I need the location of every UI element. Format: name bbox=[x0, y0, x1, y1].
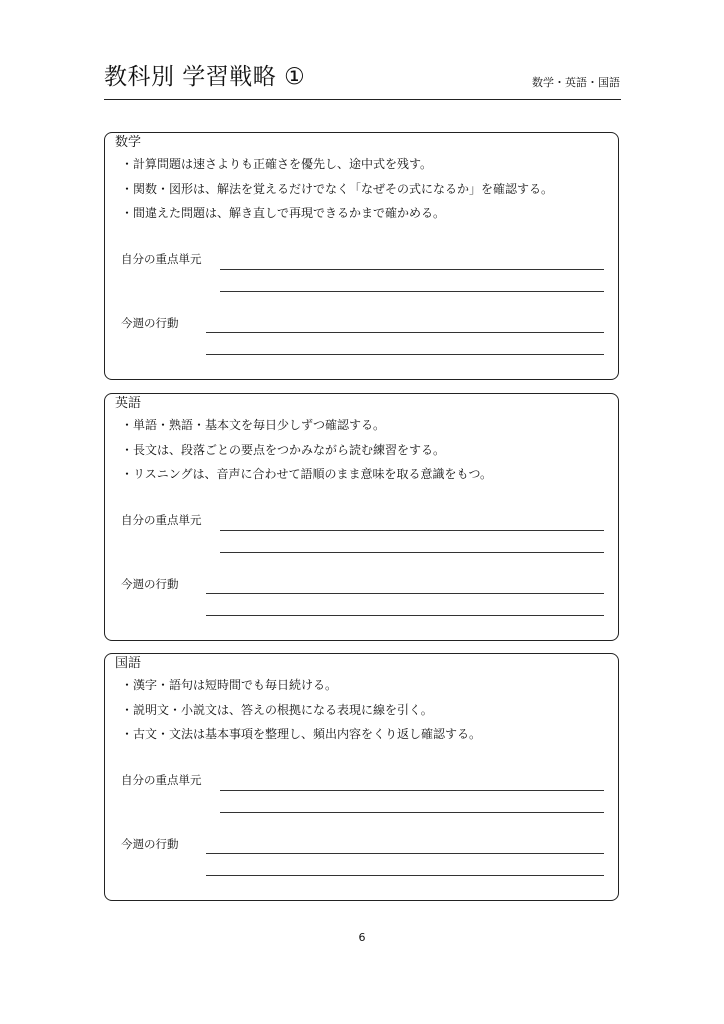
weekly-action-line[interactable] bbox=[206, 615, 604, 616]
english-section bbox=[104, 393, 619, 641]
page-title: 教科別 学習戦略 ① bbox=[104, 64, 306, 90]
weekly-action-label: 今週の行動 bbox=[121, 837, 179, 851]
strategy-list bbox=[121, 418, 492, 492]
focus-units-label: 自分の重点単元 bbox=[121, 513, 202, 527]
page-number: 6 bbox=[358, 931, 366, 944]
japanese-section bbox=[104, 653, 619, 901]
section-heading: 国語 bbox=[115, 656, 142, 671]
strategy-item: ・漢字・語句は短時間でも毎日続ける。 bbox=[121, 678, 338, 692]
section-heading: 英語 bbox=[115, 396, 142, 411]
strategy-item: ・計算問題は速さよりも正確さを優先し、途中式を残す。 bbox=[121, 157, 433, 171]
weekly-action-label: 今週の行動 bbox=[121, 316, 179, 330]
focus-units-line[interactable] bbox=[220, 291, 604, 292]
weekly-action-label: 今週の行動 bbox=[121, 577, 179, 591]
strategy-item: ・長文は、段落ごとの要点をつかみながら読む練習をする。 bbox=[121, 442, 446, 457]
section-heading: 数学 bbox=[115, 135, 142, 150]
focus-units-label: 自分の重点単元 bbox=[121, 773, 202, 787]
strategy-item: ・間違えた問題は、解き直しで再現できるかまで確かめる。 bbox=[121, 206, 446, 220]
weekly-action-line[interactable] bbox=[206, 875, 604, 876]
strategy-list bbox=[121, 157, 553, 231]
focus-units-line[interactable] bbox=[220, 812, 604, 813]
subject-list: 数学・英語・国語 bbox=[532, 76, 620, 89]
strategy-item: ・説明文・小説文は、答えの根拠になる表現に線を引く。 bbox=[121, 702, 433, 717]
weekly-action-line[interactable] bbox=[206, 593, 604, 594]
math-section bbox=[104, 132, 619, 380]
header-divider bbox=[104, 99, 621, 100]
focus-units-line[interactable] bbox=[220, 790, 604, 791]
focus-units-label: 自分の重点単元 bbox=[121, 252, 202, 266]
strategy-item: ・リスニングは、音声に合わせて語順のまま意味を取る意識をもつ。 bbox=[121, 467, 493, 481]
focus-units-line[interactable] bbox=[220, 530, 604, 531]
focus-units-line[interactable] bbox=[220, 552, 604, 553]
weekly-action-line[interactable] bbox=[206, 853, 604, 854]
weekly-action-line[interactable] bbox=[206, 354, 604, 355]
focus-units-line[interactable] bbox=[220, 269, 604, 270]
strategy-item: ・古文・文法は基本事項を整理し、頻出内容をくり返し確認する。 bbox=[121, 727, 482, 741]
strategy-item: ・関数・図形は、解法を覚えるだけでなく「なぜその式になるか」を確認する。 bbox=[121, 181, 554, 196]
strategy-list bbox=[121, 678, 481, 752]
weekly-action-line[interactable] bbox=[206, 332, 604, 333]
strategy-item: ・単語・熟語・基本文を毎日少しずつ確認する。 bbox=[121, 418, 386, 432]
